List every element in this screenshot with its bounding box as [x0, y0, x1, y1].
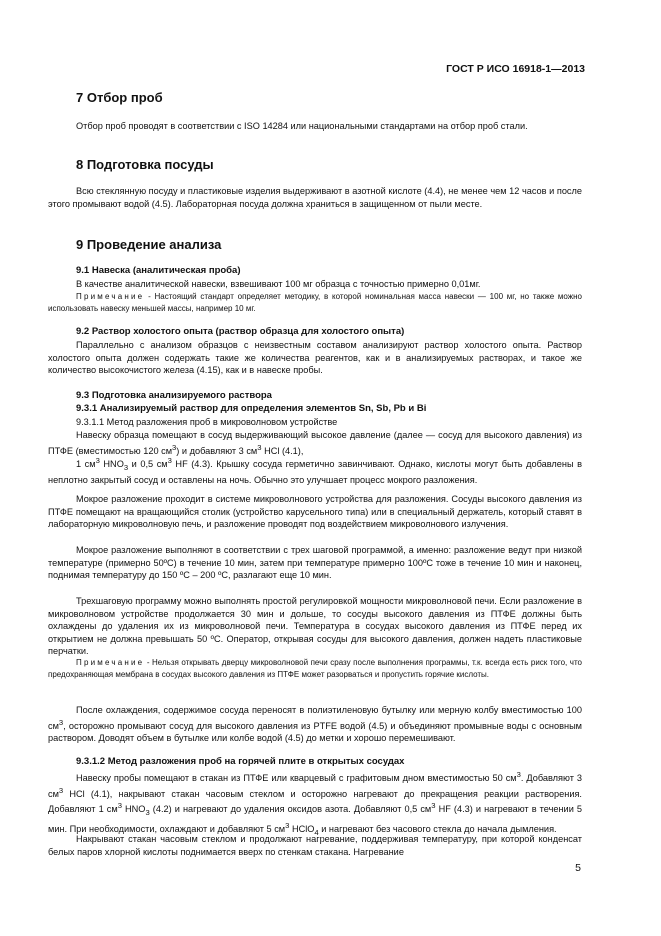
text-run: ) и добавляют 3 см: [176, 445, 258, 456]
subscript: 3: [145, 808, 150, 818]
superscript: 3: [257, 442, 262, 452]
paragraph-3: Мокрое разложение проходит в системе микроволнового устройства для разложения. Сосуды высокого давления из ПТФЕ помещают на вращающийся столик (устройство карусельного типа) или в специальный держатель, который ставят в лабораторную микроволновую печь, и разложение проводят под воздействием микроволнового излучения.: [48, 494, 582, 530]
subsection-9-2-title: 9.2 Раствор холостого опыта (раствор образца для холостого опыта): [76, 326, 405, 337]
text-run: HF (4.3). Крышку сосуда герметично завинчивают. Однако, кислоты могут быть добавлены в неплотно закрытый сосуд и оставлены на ночь. Обычно это улучшает процесс мокрого разложения.: [48, 459, 583, 486]
section-9-title: 9 Проведение анализа: [76, 237, 222, 252]
superscript: 3: [58, 785, 64, 795]
note-label: Примечание: [76, 658, 145, 667]
text-run: , осторожно промывают сосуд для высокого давления из PTFE водой (4.5) и объединяют промывные воды с основным раствором. Доводят объем в бутылке или колбе водой (4.5) до метки и хорошо перемешивают.: [48, 720, 582, 744]
text-run: HClO: [289, 823, 315, 834]
superscript: 3: [167, 456, 172, 465]
text-run: HCl (4.1), накрывают стакан часовым стеклом и осторожно нагревают до прекращения реакции растворения. Добавляют 1 см: [48, 788, 582, 815]
note-2: [48, 657, 582, 680]
note-text: - Нельзя открывать дверцу микроволновой печи сразу после выполнения программы, т.к. всегда есть риск того, что предохраняющая мембрана в сосудах высокого давления из ПТФЕ может разорваться и пропустить горячие кислоты.: [48, 658, 582, 679]
subsection-9-3-1-2-title: 9.3.1.2 Метод разложения проб на горячей плите в открытых сосудах: [76, 756, 405, 767]
text-run: . Добавляют 3 см: [48, 773, 582, 799]
paragraph-5: Трехшаговую программу можно выполнять простой регулировкой мощности микроволновой печи. Если разложение в микроволновом устройстве продолжается 30 мин и дольше, то сосуды высокого давления из ПТФЕ должны быть охлаждены до удаления их из микроволновой печи. Температура в сосудах высокого давления из ПТФЕ перед их открытием не должна превышать 50 ºС. Оператор, открывая сосуды для высокого давления, должен надеть пластиковые перчатки.: [48, 596, 582, 657]
subsection-9-2-text: Параллельно с анализом образцов с неизвестным составом анализируют раствор холостого опыта. Раствор холостого опыта должен содержать такие же количества реагентов, как и в анализируемых растворах, и такое же количество высокочистого железа (4.15), как и в навеске пробы.: [48, 340, 582, 376]
text-run: HCl (4.1),: [261, 445, 304, 456]
superscript: 3: [431, 801, 436, 811]
text-run: HF (4.3) и нагревают в течении 5 мин. При необходимости, охлаждают и добавляют 5 см: [48, 804, 583, 834]
subsection-9-1-text: В качестве аналитической навески, взвешивают 100 мг образца с точностью примерно 0,01мг.: [76, 279, 481, 289]
section-8-text: Всю стеклянную посуду и пластиковые изделия выдерживают в азотной кислоте (4.4), не менее чем 12 часов и после этого промывают водой (4.5). Лабораторная посуда должна храниться в защищенном от пыли месте.: [48, 186, 582, 209]
text-run: Навеску образца помещают в сосуд выдерживающий высокое давление (далее — сосуд для высокого давления) из ПТФЕ (вместимостью 120 см: [48, 430, 582, 456]
note-label: Примечание: [76, 292, 145, 301]
text-run: и 0,5 см: [128, 459, 168, 470]
text-run: 1 см: [76, 459, 96, 470]
section-7-text: Отбор проб проводят в соответствии с ISO 14284 или национальными стандартами на отбор проб стали.: [76, 121, 528, 131]
text-run: и нагревают без часового стекла до начала дымления.: [318, 823, 557, 834]
text-run: Навеску пробы помещают в стакан из ПТФЕ или кварцевый с графитовым дном вместимостью 50 см: [76, 773, 517, 784]
section-8-title: 8 Подготовка посуды: [76, 157, 214, 172]
paragraph-6: [48, 704, 582, 745]
paragraph-4: Мокрое разложение выполняют в соответствии с трех шаговой программой, а именно: разложение ведут при низкой температуре (примерно 50ºС) в течение 10 мин, затем при температуре примерно 100ºС тоже в течение 10 мин и наконец, поднимая температуру до 150 ºС – 200 ºС, разлагают еще 10 мин.: [48, 545, 582, 581]
section-7-title: 7 Отбор проб: [76, 90, 163, 105]
paragraph-2: [48, 455, 582, 487]
subsection-9-3-1-title: 9.3.1 Анализируемый раствор для определения элементов Sn, Sb, Pb и Bi: [76, 403, 427, 414]
document-code: ГОСТ Р ИСО 16918-1—2013: [446, 63, 585, 75]
text-run: После охлаждения, содержимое сосуда переносят в полиэтиленовую бутылку или мерную колбу вместимостью 100 см: [48, 705, 582, 731]
subsection-9-3-title: 9.3 Подготовка анализируемого раствора: [76, 390, 272, 401]
subscript: 4: [314, 827, 319, 837]
superscript: 3: [58, 717, 64, 727]
text-run: (4.2) и нагревают до удаления оксидов азота. Добавляют 0,5 см: [149, 804, 432, 815]
text-run: HNO: [121, 804, 146, 815]
subscript: 3: [123, 462, 129, 472]
superscript: 3: [95, 456, 100, 465]
subsection-9-1-title: 9.1 Навеска (аналитическая проба): [76, 265, 241, 276]
note-1: [48, 291, 582, 314]
paragraph-7: [48, 769, 582, 839]
superscript: 3: [117, 801, 122, 811]
paragraph-8: Накрывают стакан часовым стеклом и продолжают нагревание, поддерживая температуру, при которой конденсат белых паров хлорной кислоты поднимается вверх по стенкам стакана. Нагревание: [48, 834, 582, 857]
page-number: 5: [575, 862, 581, 874]
note-text: - Настоящий стандарт определяет методику, в которой номинальная масса навески — 100 мг, но также можно использовать навеску меньшей массы, например 10 мг.: [48, 292, 582, 313]
superscript: 3: [172, 442, 177, 452]
superscript: 3: [516, 770, 521, 779]
superscript: 3: [285, 820, 290, 830]
text-run: HNO: [99, 459, 124, 470]
subsection-9-3-1-1-title: 9.3.1.1 Метод разложения проб в микроволновом устройстве: [76, 417, 338, 427]
paragraph-1: [48, 429, 582, 457]
